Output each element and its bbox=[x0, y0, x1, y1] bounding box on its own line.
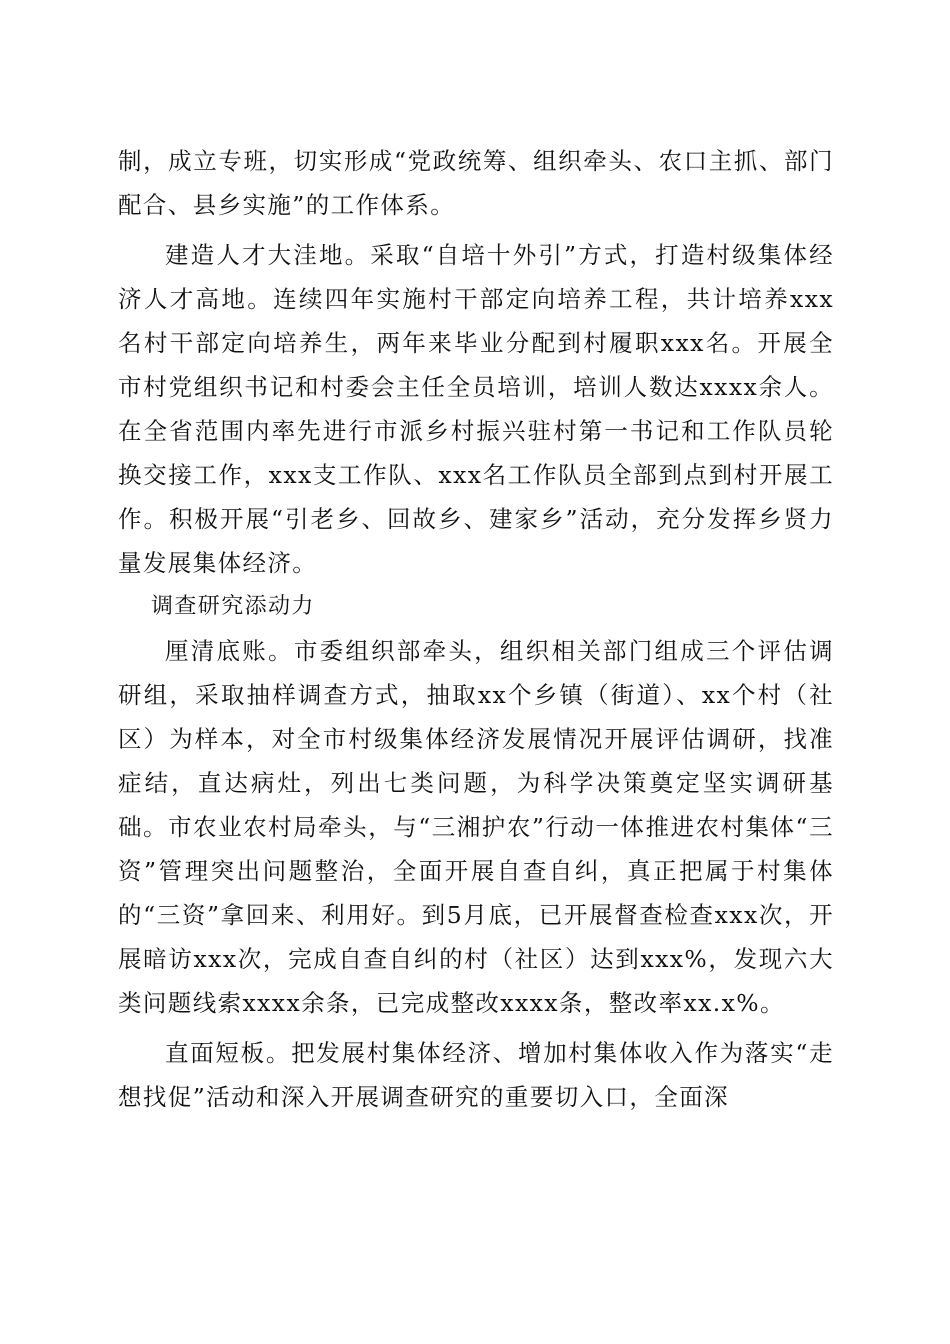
paragraph-survey-assets: 厘清底账。市委组织部牵头，组织相关部门组成三个评估调研组，采取抽样调查方式，抽取xx个乡镇（街道）、xx个村（社区）为样本，对全市村级集体经济发展情况开展评估调研，找准症结，直达病灶，列出七类问题，为科学决策奠定坚实调研基础。市农业农村局牵头，与“三湘护农”行动一体推进农村集体“三资”管理突出问题整治，全面开展自查自纠，真正把属于村集体的“三资”拿回来、利用好。到5月底，已开展督查检查xxx次，开展暗访xxx次，完成自查自纠的村（社区）达到xxx%，发现六大类问题线索xxxx余条，已完成整改xxxx条，整改率xx.x%。 bbox=[118, 637, 834, 1017]
paragraph-continuation: 制，成立专班，切实形成“党政统筹、组织牵头、农口主抓、部门配合、县乡实施”的工作体系。 bbox=[118, 147, 834, 219]
section-heading: 调查研究添动力 bbox=[151, 594, 315, 619]
document-body bbox=[118, 139, 834, 1119]
paragraph-face-shortcomings: 直面短板。把发展村集体经济、增加村集体收入作为落实“走想找促”活动和深入开展调查研究的重要切入口，全面深 bbox=[118, 1039, 834, 1111]
paragraph-talent-cultivation: 建造人才大洼地。采取“自培十外引”方式，打造村级集体经济人才高地。连续四年实施村干部定向培养工程，共计培养xxx名村干部定向培养生，两年来毕业分配到村履职xxx名。开展全市村党组织书记和村委会主任全员培训，培训人数达xxxx余人。在全省范围内率先进行市派乡村振兴驻村第一书记和工作队员轮换交接工作，xxx支工作队、xxx名工作队员全部到点到村开展工作。积极开展“引老乡、回故乡、建家乡”活动，充分发挥乡贤力量发展集体经济。 bbox=[118, 241, 834, 577]
